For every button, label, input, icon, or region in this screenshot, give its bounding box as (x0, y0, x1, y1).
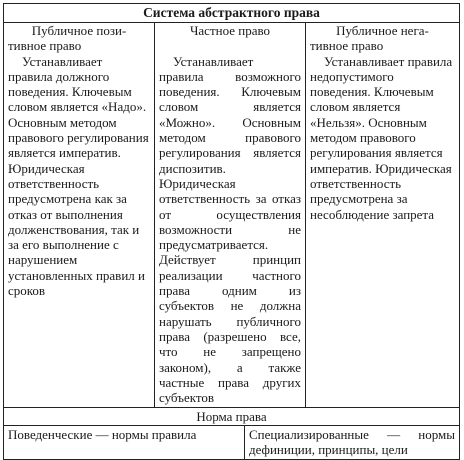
norm-label: Норма права (196, 409, 267, 425)
private-law-description: Устанавливает правила возможного поведения. Ключевым словом является «Можно». Основным методом правового регулирования является диспозитив. Юридическая ответственность за отказ от осуществления возможности не предусматривается. Действует принцип реализации частного права одним из субъектов не должна нарушать публичного права (разрешено все, что не запрещено законом), а также частные права других субъектов (154, 54, 305, 408)
heading-public-negative-law (305, 23, 459, 54)
heading-public-negative-line2: тивное право (310, 38, 384, 54)
heading-public-positive-law (4, 23, 154, 54)
column-heading-row (4, 22, 459, 54)
table-title: Система абстрактного права (143, 5, 320, 20)
heading-private-law (154, 23, 305, 54)
heading-public-positive-line2: тивное право (8, 38, 82, 54)
public-negative-description: Устанавливает правила недопустимого поведения. Ключевым словом является «Нельзя». Основным методом правового регулирования является императив. Юридическая ответственность предусмотрена за несоблюдение запрета (305, 54, 459, 408)
abstract-law-table (3, 3, 460, 460)
heading-private-line1: Частное право (189, 23, 271, 38)
norm-types-row (4, 425, 459, 459)
heading-public-negative-line1: Публичное нега- (336, 23, 429, 38)
behavioral-norms: Поведенческие — нормы правила (8, 427, 197, 443)
norm-row (4, 407, 459, 425)
description-row (4, 54, 459, 408)
heading-public-positive-line1: Публичное пози- (31, 23, 127, 38)
specialized-norms: Специализированные — нормы дефиниции, принципы, цели (244, 426, 459, 459)
public-positive-description: Устанавливает правила должного поведения. Ключевым словом является «Надо». Основным методом правового регулирования является императив. Юридическая ответственность предусмотрена как за отказ от выполнения долженствования, так и за его выполнение с нарушением установленных правил и сроков (8, 53, 149, 299)
title-row (4, 4, 459, 22)
